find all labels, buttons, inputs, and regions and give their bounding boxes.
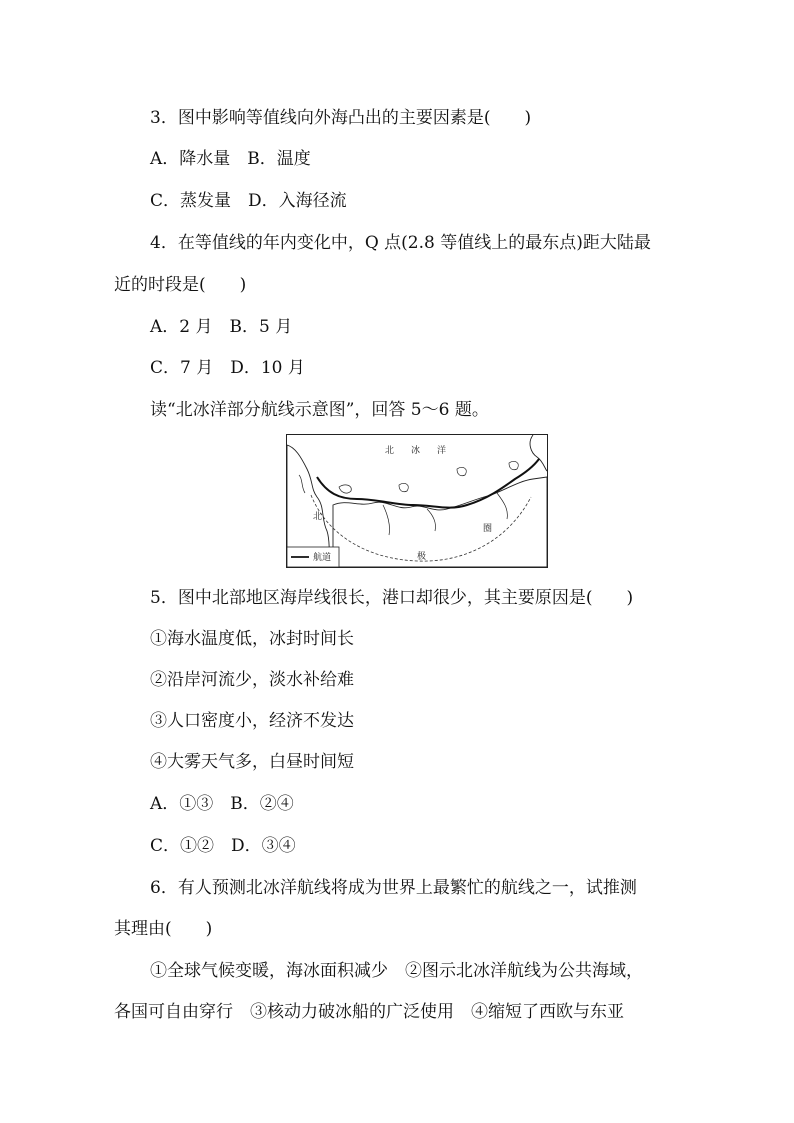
q4-stem-line-2: 近的时段是( ) bbox=[114, 275, 247, 295]
q5-options-cd: C．①② D．③④ bbox=[150, 836, 296, 856]
q4-options-cd: C．7 月 D．10 月 bbox=[150, 358, 305, 378]
q6-options-line-2: 各国可自由穿行 ③核动力破冰船的广泛使用 ④缩短了西欧与东亚 bbox=[114, 1002, 624, 1022]
land-north-coast bbox=[333, 477, 547, 567]
island-4 bbox=[509, 461, 518, 469]
q6-stem-line-1: 6．有人预测北冰洋航线将成为世界上最繁忙的航线之一，试推测 bbox=[150, 878, 637, 898]
map-svg bbox=[287, 435, 547, 567]
q6-options-line-1: ①全球气候变暖，海冰面积减少 ②图示北冰洋航线为公共海域， bbox=[150, 961, 643, 981]
q5-item-1: ①海水温度低，冰封时间长 bbox=[150, 629, 354, 649]
q5-options-ab: A．①③ B．②④ bbox=[150, 794, 294, 814]
q4-options-ab: A．2 月 B．5 月 bbox=[150, 317, 293, 337]
legend-label: 航道 bbox=[313, 553, 332, 563]
island-1 bbox=[339, 485, 351, 493]
q5-stem: 5．图中北部地区海岸线很长，港口却很少，其主要原因是( ) bbox=[150, 588, 634, 608]
label-ocean-3: 洋 bbox=[437, 446, 447, 456]
shipping-route bbox=[317, 459, 539, 508]
label-circle-2: 圈 bbox=[483, 524, 493, 534]
q6-stem-line-2: 其理由( ) bbox=[114, 919, 213, 939]
island-3 bbox=[457, 467, 466, 475]
q3-options-cd: C．蒸发量 D．入海径流 bbox=[150, 191, 347, 211]
island-2 bbox=[399, 483, 408, 491]
q5-item-4: ④大雾天气多，白昼时间短 bbox=[150, 752, 354, 772]
label-circle-3: 极 bbox=[417, 552, 427, 562]
arctic-route-map bbox=[286, 434, 548, 568]
q4-stem-line-1: 4．在等值线的年内变化中，Q 点(2.8 等值线上的最东点)距大陆最 bbox=[150, 233, 651, 253]
label-ocean-2: 冰 bbox=[411, 446, 421, 456]
q3-stem: 3．图中影响等值线向外海凸出的主要因素是( ) bbox=[150, 108, 532, 128]
label-ocean-1: 北 bbox=[385, 446, 395, 456]
q5-item-3: ③人口密度小，经济不发达 bbox=[150, 711, 354, 731]
q3-options-ab: A．降水量 B．温度 bbox=[150, 149, 311, 169]
label-circle-1: 北 bbox=[313, 512, 323, 522]
q5-item-2: ②沿岸河流少，淡水补给难 bbox=[150, 670, 354, 690]
intro-text: 读“北冰洋部分航线示意图”，回答 5～6 题。 bbox=[150, 400, 489, 420]
